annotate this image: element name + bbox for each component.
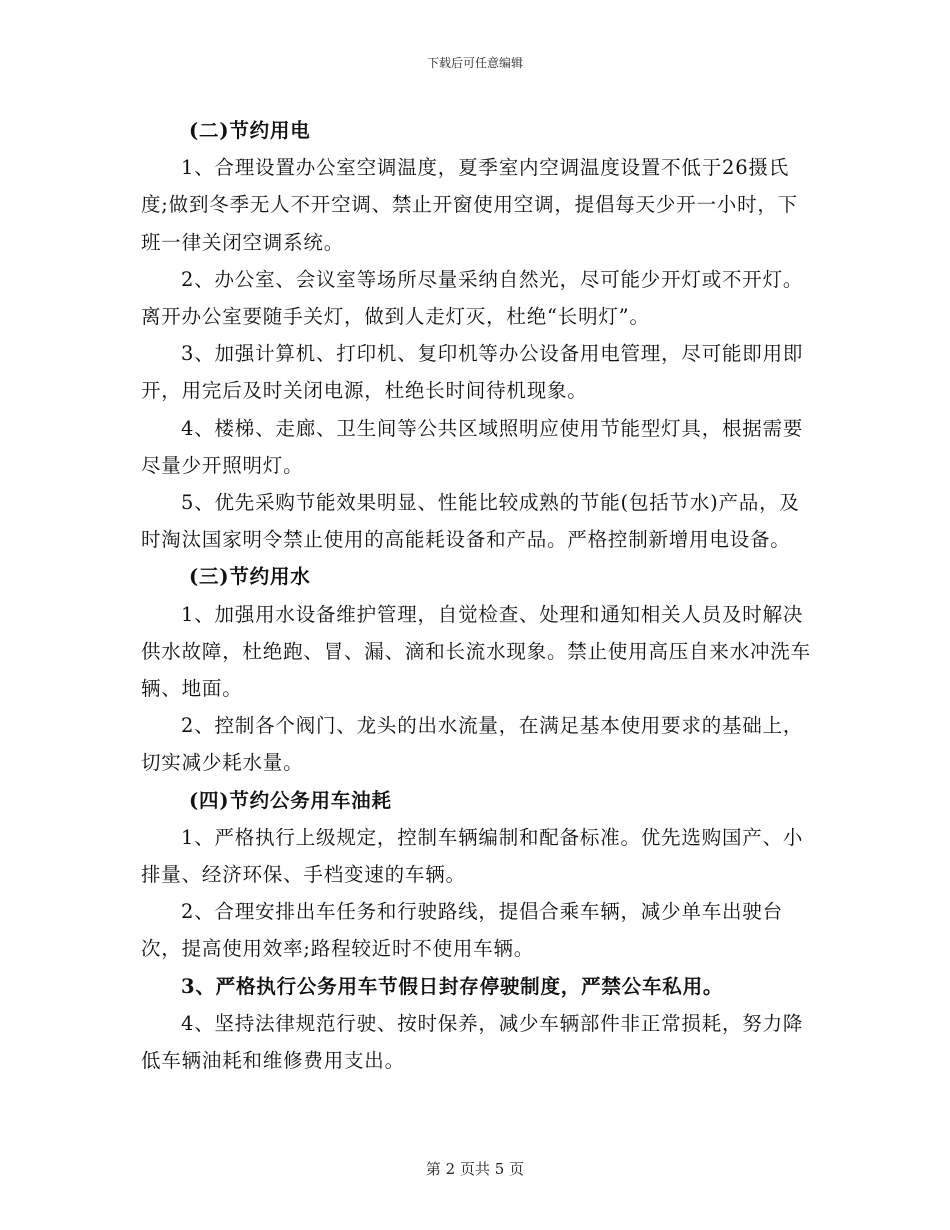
paragraph-electricity-5: 5、优先采购节能效果明显、性能比较成熟的节能(包括节水)产品，及时淘汰国家明令禁止使用的高能耗设备和产品。严格控制新增用电设备。 [141,491,800,552]
paragraph-electricity-3: 3、加强计算机、打印机、复印机等办公设备用电管理，尽可能即用即开，用完后及时关闭电源，杜绝长时间待机现象。 [141,342,804,403]
paragraph-water-1: 1、加强用水设备维护管理，自觉检查、处理和通知相关人员及时解决供水故障，杜绝跑、冒、漏、滴和长流水现象。禁止使用高压自来水冲洗车辆、地面。 [141,602,811,701]
paragraph-electricity-4: 4、楼梯、走廊、卫生间等公共区域照明应使用节能型灯具，根据需要尽量少开照明灯。 [141,416,804,477]
section-heading-electricity: (二)节约用电 [189,119,311,142]
section-heading-water: (三)节约用水 [189,565,311,589]
paragraph-electricity-2: 2、办公室、会议室等场所尽量采纳自然光，尽可能少开灯或不开灯。离开办公室要随手关灯，做到人走灯灭，杜绝“长明灯”。 [141,267,804,329]
page-footer: 第 2 页共 5 页 [425,1160,525,1178]
paragraph-vehicle-4: 4、坚持法律规范行驶、按时保养，减少车辆部件非正常损耗，努力降低车辆油耗和维修费用支出。 [141,1011,804,1073]
paragraph-water-2: 2、控制各个阀门、龙头的出水流量，在满足基本使用要求的基础上，切实减少耗水量。 [141,714,804,775]
paragraph-vehicle-2: 2、合理安排出车任务和行驶路线，提倡合乘车辆，减少单车出驶台次，提高使用效率;路程较近时不使用车辆。 [141,900,783,961]
document-body [141,112,811,1079]
page-header: 下载后可任意编辑 [426,56,523,70]
paragraph-vehicle-1: 1、严格执行上级规定，控制车辆编制和配备标准。优先选购国产、小排量、经济环保、手档变速的车辆。 [141,825,804,887]
paragraph-vehicle-3: 3、严格执行公务用车节假日封存停驶制度，严禁公车私用。 [181,974,724,998]
paragraph-electricity-1: 1、合理设置办公室空调温度，夏季室内空调温度设置不低于26摄氏度;做到冬季无人不开空调、禁止开窗使用空调，提倡每天少开一小时，下班一律关闭空调系统。 [141,156,798,254]
section-heading-vehicle: (四)节约公务用车油耗 [189,788,392,812]
